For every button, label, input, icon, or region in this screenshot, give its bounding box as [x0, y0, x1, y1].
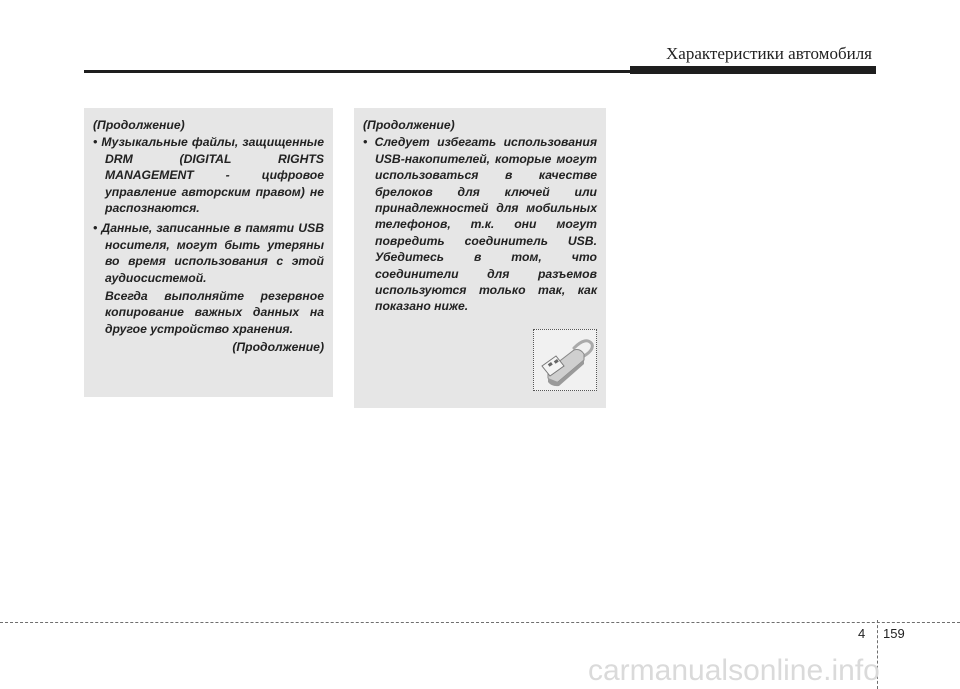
- usb-flash-drive-icon: [533, 329, 597, 391]
- footer-dashed-rule: [0, 622, 960, 623]
- bullet-item: • Музыкальные файлы, защищенные DRM (DIGITAL RIGHTS MANAGEMENT - цифровое управление авторским правом) не распознаются.: [93, 135, 324, 216]
- note-box-left: [84, 108, 333, 397]
- chapter-number: 4: [858, 626, 866, 641]
- bullet-item: • Данные, записанные в памяти USB носителя, могут быть утеряны во время использования с этой аудиосистемой.: [93, 221, 324, 285]
- page-number: 159: [883, 626, 905, 641]
- continued-label: (Продолжение): [363, 118, 455, 132]
- watermark: carmanualsonline.info: [588, 654, 880, 687]
- header-rule: [84, 70, 630, 73]
- header-title: Характеристики автомобиля: [666, 44, 872, 63]
- continued-label: (Продолжение): [232, 340, 324, 355]
- bullet-item: • Следует избегать использования USB-накопителей, которые могут использоваться в качестве брелоков для ключей или принадлежностей для мобильных телефонов, т.к. они могут повредить соединитель USB. Убедитесь в том, что соединители для разъемов используются только так, как показано ниже.: [363, 135, 597, 314]
- continued-label: (Продолжение): [93, 118, 185, 132]
- header-rule-accent: [630, 66, 876, 74]
- bullet-subparagraph: Всегда выполняйте резервное копирование важных данных на другое устройство хранения.: [105, 289, 324, 336]
